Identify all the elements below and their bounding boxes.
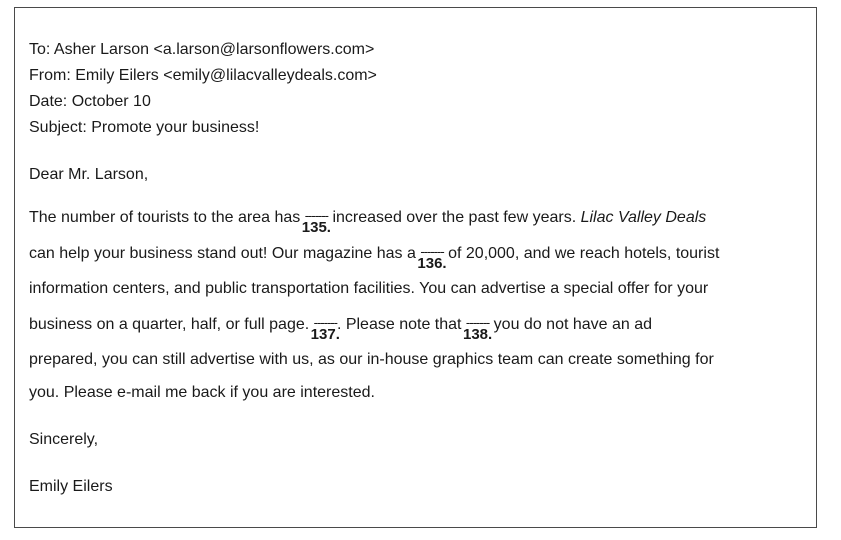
- line4-text-b: . Please note that: [336, 316, 466, 333]
- email-from: From: Emily Eilers <emily@lilacvalleydeals.com>: [29, 67, 377, 84]
- line1-text-a: The number of tourists to the area has: [29, 209, 305, 226]
- blank-137-dashes: -------: [313, 315, 337, 330]
- letter-line-5: prepared, you can still advertise with us, as our in-house graphics team can create something for: [29, 351, 714, 368]
- letter-closing: Sincerely,: [29, 431, 99, 448]
- line1-text-b: increased over the past few years.: [328, 209, 581, 226]
- line4-text-c: you do not have an ad: [489, 316, 653, 333]
- letter-line-6: you. Please e-mail me back if you are interested.: [29, 384, 375, 401]
- email-to: To: Asher Larson <a.larson@larsonflowers.com>: [29, 41, 375, 58]
- blank-136-dashes: -------: [420, 244, 444, 259]
- letter-greeting: Dear Mr. Larson,: [29, 166, 149, 183]
- blank-138: [462, 315, 493, 343]
- blank-135-dashes: -------: [304, 208, 329, 223]
- email-subject: Subject: Promote your business!: [29, 119, 260, 136]
- blank-138-dashes: -------: [465, 315, 490, 330]
- blank-136: [417, 244, 447, 272]
- email-date: Date: October 10: [29, 93, 151, 110]
- letter-line-1: [29, 208, 707, 236]
- blank-136-number: 136.: [417, 255, 447, 272]
- letter-line-3: information centers, and public transportation facilities. You can advertise a special offer for your: [29, 280, 709, 297]
- blank-135: [301, 208, 331, 236]
- blank-137: [310, 315, 340, 343]
- letter-line-2: [29, 244, 720, 272]
- blank-135-number: 135.: [301, 219, 331, 236]
- letter-line-4: [29, 315, 653, 343]
- line4-text-a: business on a quarter, half, or full page.: [29, 316, 314, 333]
- blank-138-number: 138.: [462, 326, 493, 343]
- magazine-name: Lilac Valley Deals: [580, 209, 707, 226]
- blank-137-number: 137.: [310, 326, 340, 343]
- line2-text-a: can help your business stand out! Our magazine has a: [29, 245, 421, 262]
- line2-text-b: of 20,000, and we reach hotels, tourist: [443, 245, 720, 262]
- letter-signature: Emily Eilers: [29, 478, 113, 495]
